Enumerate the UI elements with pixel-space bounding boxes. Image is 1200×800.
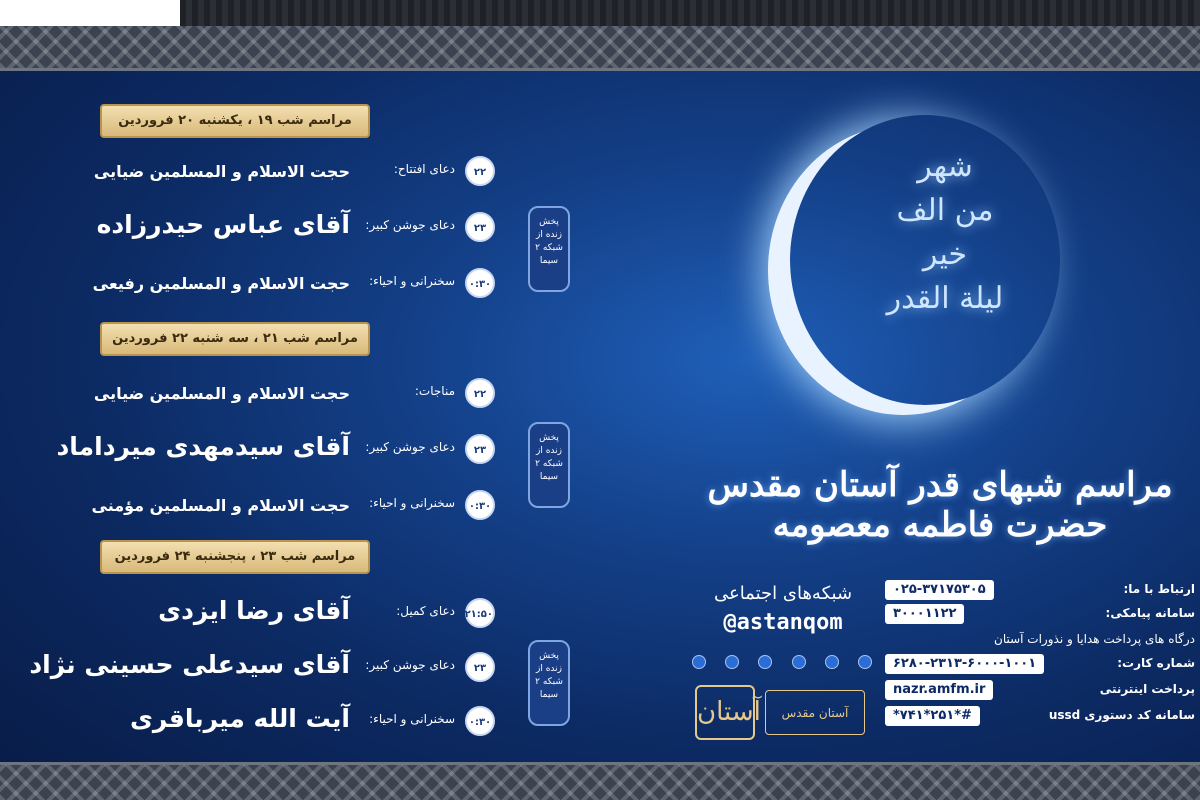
calligraphy-line: من الف: [896, 193, 994, 228]
telegram-icon: [725, 655, 739, 669]
time-badge: ۲۳: [465, 652, 495, 682]
calligraphy: [835, 145, 1055, 365]
program-label: دعای کمیل:: [396, 604, 455, 618]
time-badge: ۰:۳۰: [465, 490, 495, 520]
live-broadcast-badge: پخش زنده از شبکه ۲ سیما: [528, 206, 570, 292]
social-icons: [692, 655, 872, 669]
schedule-row: [56, 430, 500, 470]
ussd-value: *۷۴۱*۲۵۱*#: [885, 706, 980, 726]
schedule-row: [60, 152, 500, 192]
schedule-row: [29, 648, 500, 688]
instagram-icon: [692, 655, 706, 669]
poster-title: مراسم شبهای قدر آستان مقدس حضرت فاطمه معصومه: [707, 465, 1173, 545]
contact-card-row: [880, 654, 1195, 676]
speaker-name: آقای سیدعلی حسینی نژاد: [29, 650, 350, 679]
astan-logo: آستان مقدس: [765, 690, 865, 735]
schedule-row: [60, 486, 500, 526]
card-label: شماره کارت:: [1117, 656, 1195, 670]
date-banner-night-19: مراسم شب ۱۹ ، یکشنبه ۲۰ فروردین: [100, 104, 370, 138]
schedule-row: [60, 264, 500, 304]
contact-sms-row: [880, 604, 1195, 626]
social-handle: @astanqom: [723, 610, 843, 635]
sms-value: ۳۰۰۰۱۱۲۲: [885, 604, 964, 624]
time-badge: ۲۳: [465, 434, 495, 464]
payment-note: درگاه های پرداخت هدایا و نذورات آستان: [994, 632, 1195, 646]
time-badge: ۰:۳۰: [465, 268, 495, 298]
social-networks-title: شبکه‌های اجتماعی: [713, 583, 853, 604]
top-ornament-band: [0, 26, 1200, 71]
date-banner-night-21: مراسم شب ۲۱ ، سه شنبه ۲۲ فروردین: [100, 322, 370, 356]
aparat-icon: [758, 655, 772, 669]
schedule-row: [60, 702, 500, 742]
contact-web-row: [880, 680, 1195, 702]
bottom-ornament-band: [0, 762, 1200, 800]
phone-value: ۰۲۵-۳۷۱۷۵۳۰۵: [885, 580, 994, 600]
live-broadcast-badge: پخش زنده از شبکه ۲ سیما: [528, 422, 570, 508]
program-label: سخنرانی و احیاء:: [369, 496, 455, 510]
bale-icon: [825, 655, 839, 669]
phone-label: ارتباط با ما:: [1123, 582, 1195, 596]
speaker-name: آیت الله میرباقری: [130, 704, 350, 733]
date-banner-night-23: مراسم شب ۲۳ ، پنجشنبه ۲۴ فروردین: [100, 540, 370, 574]
calligraphy-line: خير: [922, 237, 968, 272]
speaker-name: آقای عباس حیدرزاده: [96, 210, 350, 239]
top-strip: [0, 0, 1200, 26]
time-badge: ۲۳: [465, 212, 495, 242]
calligraphy-line: ليلة القدر: [886, 281, 1004, 316]
contact-phone-row: [880, 580, 1195, 602]
web-value: nazr.amfm.ir: [885, 680, 993, 700]
speaker-name: آقای رضا ایزدی: [158, 596, 350, 625]
speaker-name: آقای سیدمهدی میرداماد: [56, 432, 350, 461]
web-label: پرداخت اینترنتی: [1099, 682, 1195, 696]
rubika-icon: [858, 655, 872, 669]
schedule-row: [60, 374, 500, 414]
calligraphy-line: شهر: [917, 149, 973, 184]
card-value: ۶۲۸۰-۲۳۱۳-۶۰۰۰-۱۰۰۱: [885, 654, 1044, 674]
speaker-name: حجت الاسلام و المسلمین ضیایی: [93, 162, 350, 181]
program-label: دعای جوشن کبیر:: [365, 218, 455, 232]
program-label: سخنرانی و احیاء:: [369, 712, 455, 726]
eitaa-icon: [792, 655, 806, 669]
speaker-name: حجت الاسلام و المسلمین مؤمنی: [91, 496, 350, 515]
speaker-name: حجت الاسلام و المسلمین ضیایی: [93, 384, 350, 403]
program-label: مناجات:: [414, 384, 455, 398]
contact-ussd-row: [880, 706, 1195, 728]
schedule-row: [60, 594, 500, 634]
program-label: سخنرانی و احیاء:: [369, 274, 455, 288]
schedule-row: [60, 208, 500, 248]
time-badge: ۰:۳۰: [465, 706, 495, 736]
program-label: دعای جوشن کبیر:: [365, 658, 455, 672]
speaker-name: حجت الاسلام و المسلمین رفیعی: [92, 274, 350, 293]
time-badge: ۲۱:۵۰: [465, 598, 495, 628]
program-label: دعای افتتاح:: [393, 162, 455, 176]
shrine-logo-icon: آستان: [695, 685, 755, 740]
time-badge: ۲۲: [465, 378, 495, 408]
sms-label: سامانه پیامکی:: [1105, 606, 1195, 620]
time-badge: ۲۲: [465, 156, 495, 186]
program-label: دعای جوشن کبیر:: [365, 440, 455, 454]
crescent-moon-graphic: [780, 105, 1070, 415]
live-broadcast-badge: پخش زنده از شبکه ۲ سیما: [528, 640, 570, 726]
ussd-label: سامانه کد دستوری ussd: [1048, 708, 1195, 722]
